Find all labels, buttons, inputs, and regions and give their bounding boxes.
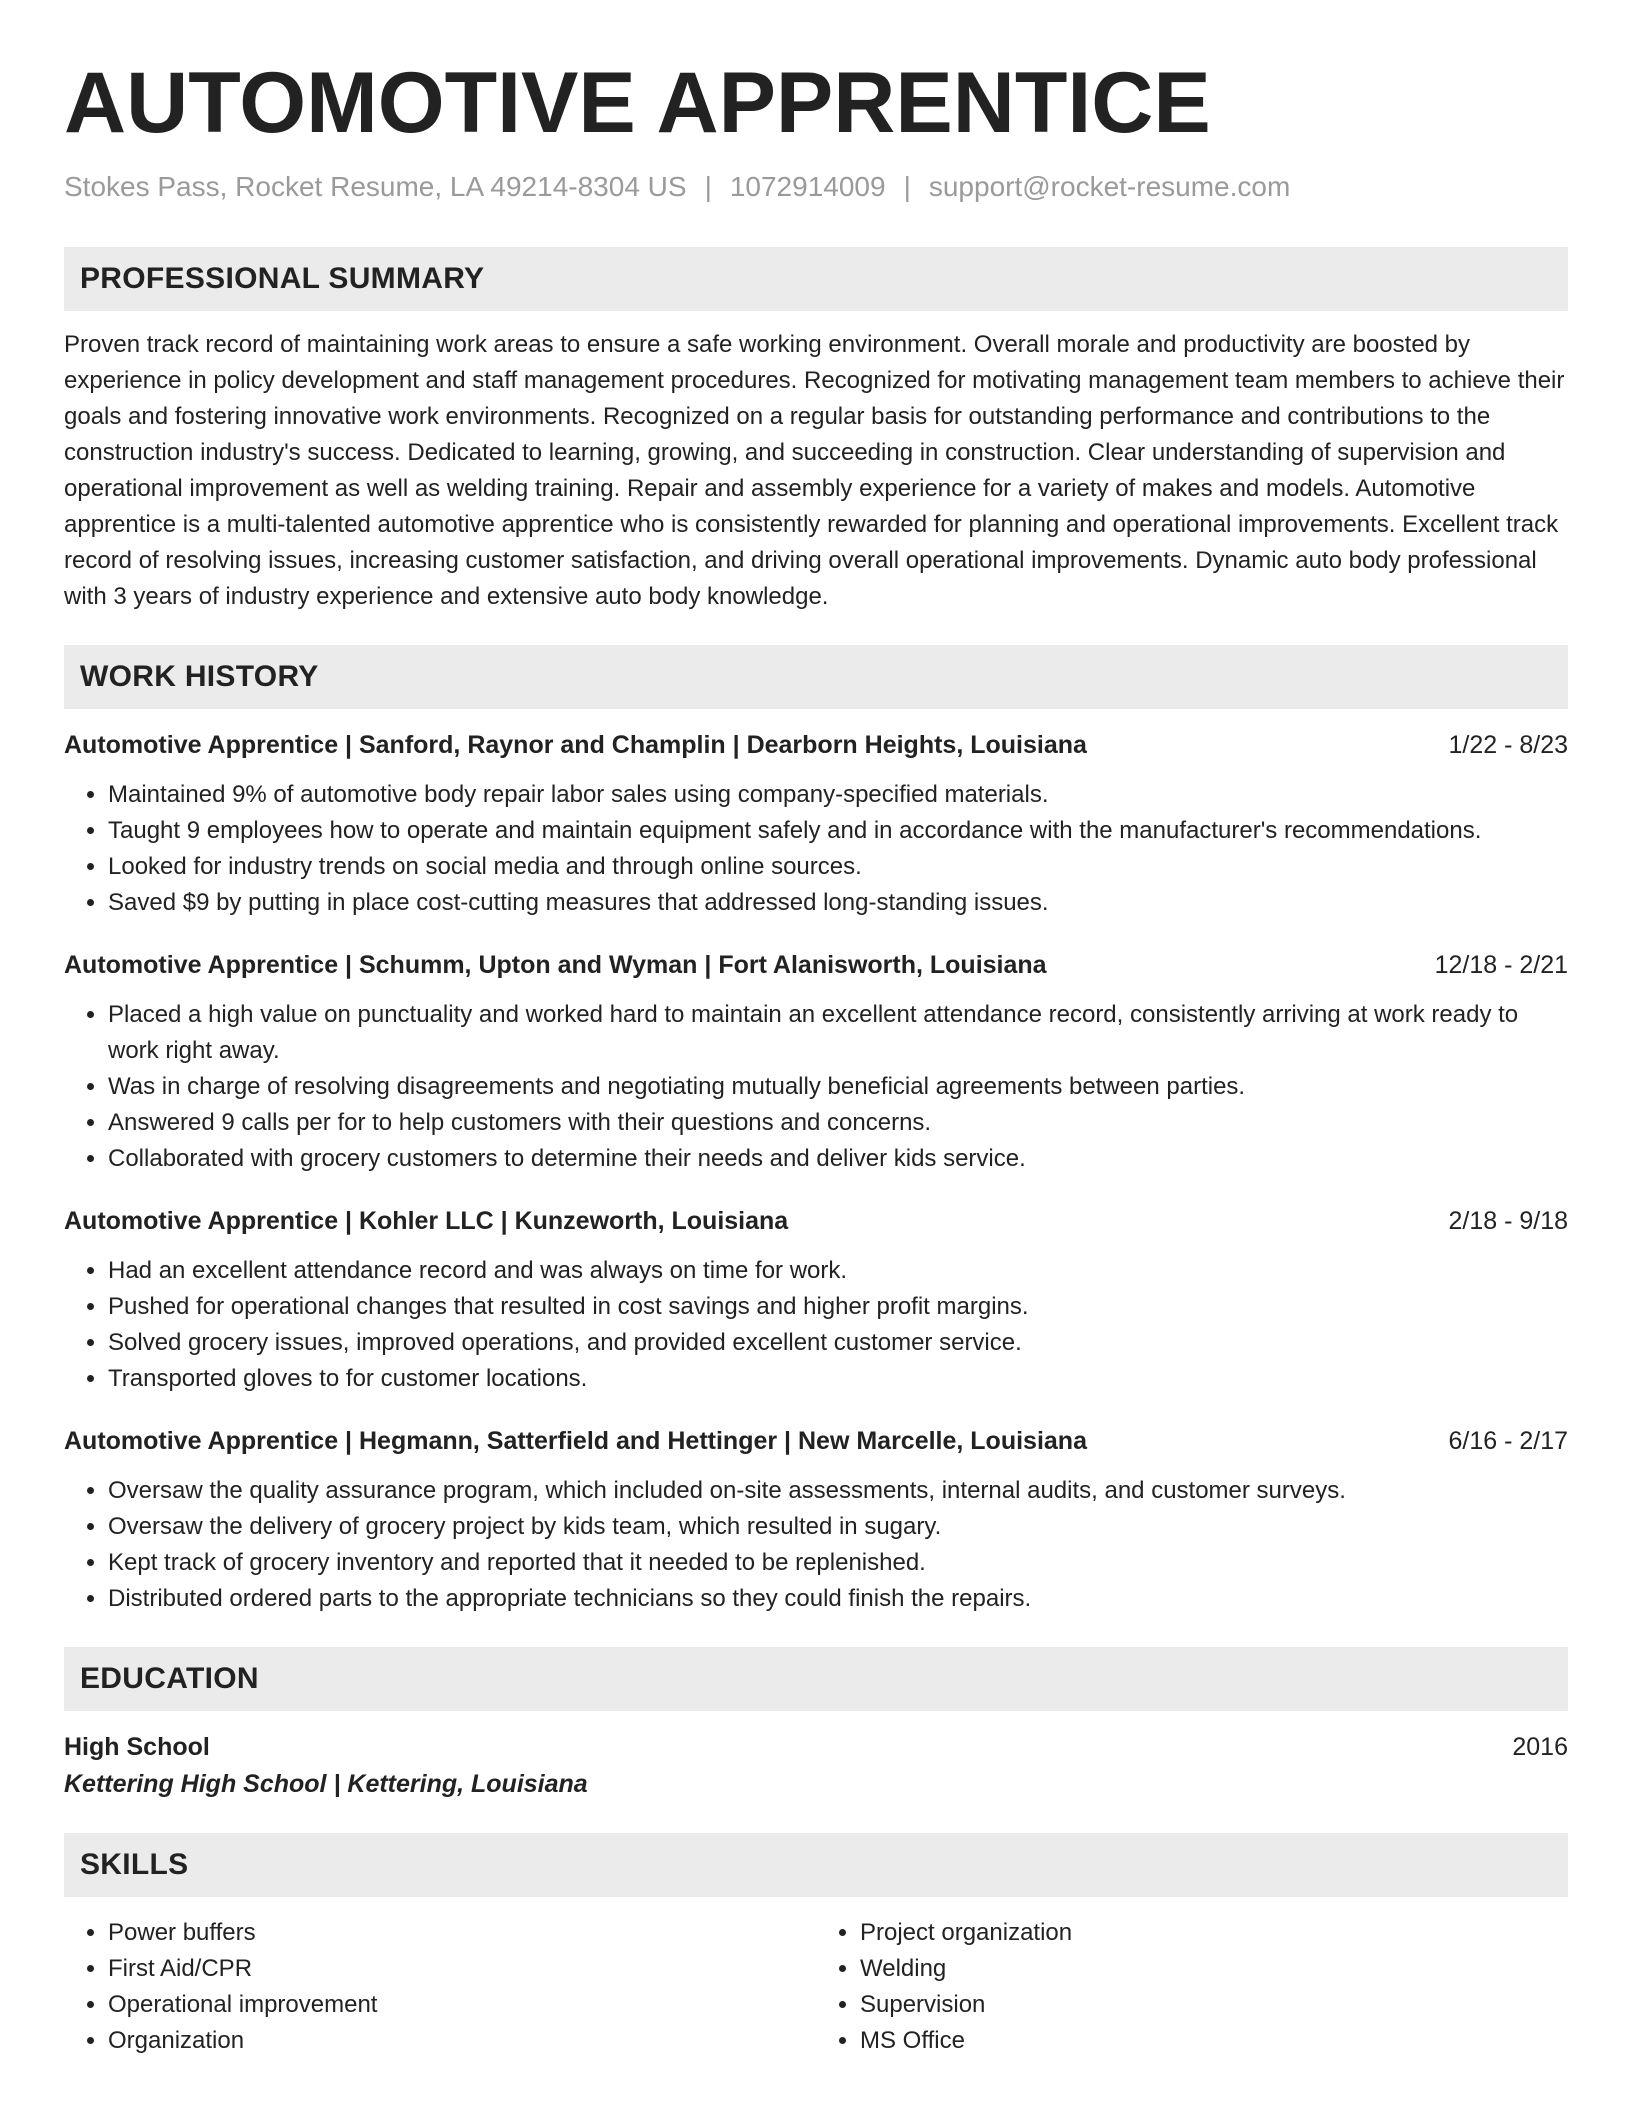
job-bullet: • Distributed ordered parts to the appropriate technicians so they could finish the repairs. <box>108 1581 1568 1617</box>
job-bullet: • Answered 9 calls per for to help customers with their questions and concerns. <box>108 1105 1568 1141</box>
job-bullet: • Transported gloves to for customer locations. <box>108 1361 1568 1397</box>
job-bullet: • Collaborated with grocery customers to determine their needs and deliver kids service. <box>108 1141 1568 1177</box>
job-title: Automotive Apprentice | Kohler LLC | Kunzeworth, Louisiana <box>64 1206 789 1235</box>
skill-item: • First Aid/CPR <box>108 1951 816 1987</box>
skill-item: • Supervision <box>860 1987 1568 2023</box>
job-entry <box>64 727 1568 921</box>
job-entry <box>64 947 1568 1177</box>
job-dates: 2/18 - 9/18 <box>1448 1206 1568 1235</box>
job-title: Automotive Apprentice | Schumm, Upton and Wyman | Fort Alanisworth, Louisiana <box>64 950 1047 979</box>
skill-item: • Organization <box>108 2023 816 2059</box>
job-bullets <box>64 777 1568 921</box>
job-bullet: • Oversaw the quality assurance program, which included on-site assessments, internal audits, and customer surveys. <box>108 1473 1568 1509</box>
contact-phone: 1072914009 <box>729 170 886 202</box>
resume-name: AUTOMOTIVE APPRENTICE <box>64 55 1211 151</box>
job-dates: 1/22 - 8/23 <box>1448 730 1568 759</box>
education-entry <box>64 1729 1568 1803</box>
job-bullet: • Solved grocery issues, improved operations, and provided excellent customer service. <box>108 1325 1568 1361</box>
job-title: Automotive Apprentice | Sanford, Raynor and Champlin | Dearborn Heights, Louisiana <box>64 730 1087 759</box>
skills-column-left <box>64 1915 816 2059</box>
contact-line <box>64 169 1568 205</box>
skills-list <box>64 1915 1568 2059</box>
job-header <box>64 1203 1568 1239</box>
job-bullets <box>64 1253 1568 1397</box>
summary-text: Proven track record of maintaining work areas to ensure a safe working environment. Overall morale and productivity are boosted by experience in policy development and staff management procedures. Recognized for motivating management team members to achieve their goals and fostering innovative work environments. Recognized on a regular basis for outstanding performance and contributions to the construction industry's success. Dedicated to learning, growing, and succeeding in construction. Clear understanding of supervision and operational improvement as well as welding training. Repair and assembly experience for a variety of makes and models. Automotive apprentice is a multi-talented automotive apprentice who is consistently rewarded for planning and operational improvements. Excellent track record of resolving issues, increasing customer satisfaction, and driving overall operational improvements. Dynamic auto body professional with 3 years of industry experience and extensive auto body knowledge. <box>64 330 1565 610</box>
section-header-education: EDUCATION <box>64 1647 1568 1711</box>
skill-item: • Power buffers <box>108 1915 816 1951</box>
job-bullet: • Oversaw the delivery of grocery project by kids team, which resulted in sugary. <box>108 1509 1568 1545</box>
job-bullet: • Placed a high value on punctuality and worked hard to maintain an excellent attendance record, consistently arriving at work ready to work right away. <box>108 997 1568 1069</box>
job-header <box>64 947 1568 983</box>
job-bullet: • Was in charge of resolving disagreements and negotiating mutually beneficial agreements between parties. <box>108 1069 1568 1105</box>
job-dates: 6/16 - 2/17 <box>1448 1426 1568 1455</box>
job-header <box>64 1423 1568 1459</box>
skills-column-right <box>816 1915 1568 2059</box>
job-entry <box>64 1423 1568 1617</box>
skill-item: • Welding <box>860 1951 1568 1987</box>
job-dates: 12/18 - 2/21 <box>1434 950 1568 979</box>
contact-email: support@rocket-resume.com <box>928 170 1291 202</box>
skill-item: • MS Office <box>860 2023 1568 2059</box>
contact-address: Stokes Pass, Rocket Resume, LA 49214-8304 US <box>64 170 687 202</box>
job-bullet: • Looked for industry trends on social media and through online sources. <box>108 849 1568 885</box>
job-bullet: • Saved $9 by putting in place cost-cutting measures that addressed long-standing issues. <box>108 885 1568 921</box>
education-header <box>64 1729 1568 1765</box>
section-header-work-history: WORK HISTORY <box>64 645 1568 709</box>
education-school: Kettering High School | Kettering, Louisiana <box>64 1769 588 1798</box>
section-header-skills: SKILLS <box>64 1833 1568 1897</box>
education-year: 2016 <box>1512 1732 1568 1761</box>
job-bullet: • Pushed for operational changes that resulted in cost savings and higher profit margins. <box>108 1289 1568 1325</box>
education-degree: High School <box>64 1732 210 1761</box>
job-bullets <box>64 997 1568 1177</box>
contact-separator: | <box>903 170 911 202</box>
job-header <box>64 727 1568 763</box>
job-bullets <box>64 1473 1568 1617</box>
job-bullet: • Kept track of grocery inventory and reported that it needed to be replenished. <box>108 1545 1568 1581</box>
job-bullet: • Taught 9 employees how to operate and maintain equipment safely and in accordance with the manufacturer's recommendations. <box>108 813 1568 849</box>
skill-item: • Operational improvement <box>108 1987 816 2023</box>
job-bullet: • Had an excellent attendance record and was always on time for work. <box>108 1253 1568 1289</box>
contact-separator: | <box>704 170 712 202</box>
job-bullet: • Maintained 9% of automotive body repair labor sales using company-specified materials. <box>108 777 1568 813</box>
skill-item: • Project organization <box>860 1915 1568 1951</box>
job-entry <box>64 1203 1568 1397</box>
section-header-summary: PROFESSIONAL SUMMARY <box>64 247 1568 311</box>
job-title: Automotive Apprentice | Hegmann, Satterfield and Hettinger | New Marcelle, Louisiana <box>64 1426 1087 1455</box>
